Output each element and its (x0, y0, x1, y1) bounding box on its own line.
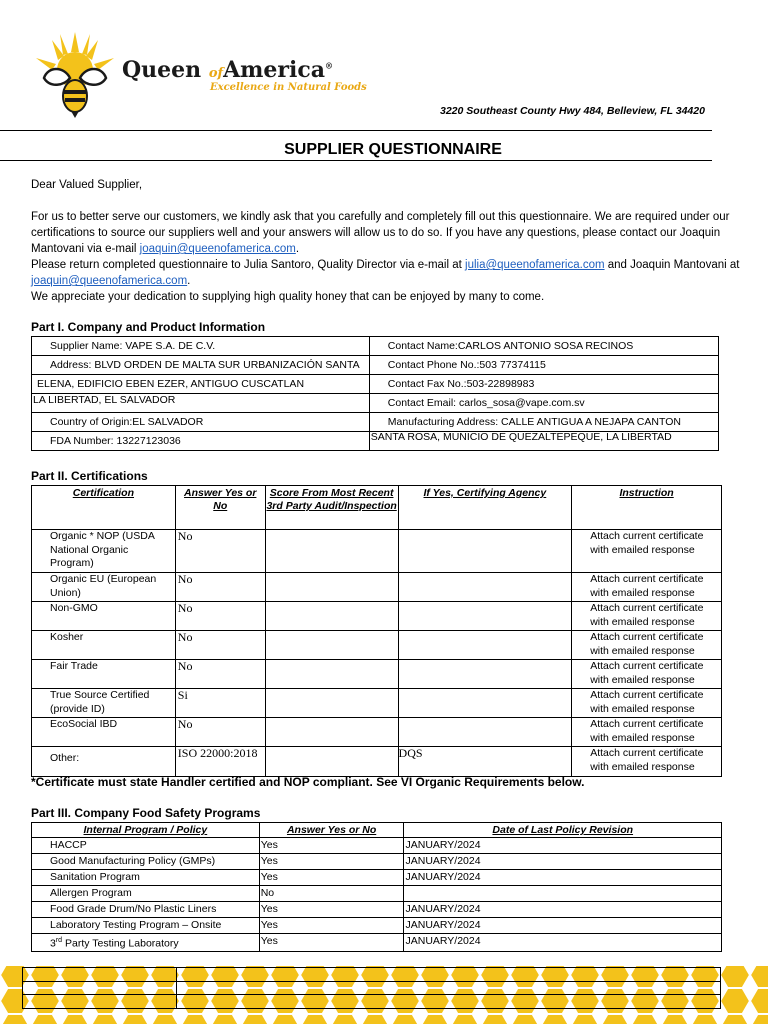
contact-fax: Contact Fax No.:503-22898983 (369, 375, 718, 394)
supplier-name: Supplier Name: VAPE S.A. DE C.V. (32, 337, 370, 356)
manufacturing-address-2: SANTA ROSA, MUNICIO DE QUEZALTEPEQUE, LA LIBERTAD (369, 432, 718, 451)
table-row: 3rd Party Testing Laboratory Yes JANUARY/2024 (32, 934, 722, 952)
title-rule (0, 160, 712, 161)
contact-name: Contact Name:CARLOS ANTONIO SOSA RECINOS (369, 337, 718, 356)
table-header-row (32, 823, 722, 838)
table-row: Non-GMO No Attach current certificate with emailed response (32, 602, 722, 631)
brand-of: of (208, 66, 224, 81)
letter-body: For us to better serve our customers, we kindly ask that you carefully and completely fill out this questionnaire. We are required under our certifications to source our suppliers well and your answers will allow us to do so. If you have any questions, please contact our Joaquin Mantovani via e-mail joaquin@queenofamerica.com. Please return completed questionnaire to Julia Santoro, Quality Director via e-mail at julia@queenofamerica.com and Joaquin Mantovani at joaquin@queenofamerica.com. We appreciate your dedication to supplying high quality honey that can be enjoyed by many to come. (31, 211, 740, 303)
email-link-julia[interactable]: julia@queenofamerica.com (465, 259, 605, 271)
col-agency: If Yes, Certifying Agency (398, 486, 572, 530)
table-row: Organic EU (European Union) No Attach current certificate with emailed response (32, 573, 722, 602)
certification-footnote: *Certificate must state Handler certified and NOP compliant. See VI Organic Requirements below. (31, 775, 585, 789)
part3-title: Part III. Company Food Safety Programs (31, 806, 261, 820)
page-title: SUPPLIER QUESTIONNAIRE (284, 141, 502, 158)
col-instruction: Instruction (572, 486, 722, 530)
address-line-2: ELENA, EDIFICIO EBEN EZER, ANTIGUO CUSCATLAN (32, 375, 370, 394)
col-answer: Answer Yes or No (175, 486, 265, 530)
table-row: True Source Certified (provide ID) Si Attach current certificate with emailed response (32, 689, 722, 718)
part3-table (31, 822, 722, 952)
table-row (32, 413, 719, 432)
manufacturing-address-1: Manufacturing Address: CALLE ANTIGUA A NEJAPA CANTON (369, 413, 718, 432)
table-row: HACCP Yes JANUARY/2024 (32, 838, 722, 854)
table-row: Kosher No Attach current certificate with emailed response (32, 631, 722, 660)
company-address: 3220 Southeast County Hwy 484, Belleview, FL 34420 (440, 105, 705, 117)
company-logo (30, 30, 367, 120)
part2-table (31, 485, 722, 777)
col-certification: Certification (32, 486, 176, 530)
bee-sun-icon (30, 30, 120, 120)
table-row: Fair Trade No Attach current certificate with emailed response (32, 660, 722, 689)
part1-title: Part I. Company and Product Information (31, 320, 266, 334)
contact-phone: Contact Phone No.:503 77374115 (369, 356, 718, 375)
header-rule (0, 130, 712, 131)
table-row: Organic * NOP (USDA National Organic Program) No Attach current certificate with emailed response (32, 530, 722, 573)
table-row: Laboratory Testing Program – Onsite Yes JANUARY/2024 (32, 918, 722, 934)
table-row (32, 337, 719, 356)
col-revision-date: Date of Last Policy Revision (404, 823, 722, 838)
table-row: Food Grade Drum/No Plastic Liners Yes JANUARY/2024 (32, 902, 722, 918)
part1-table (31, 336, 719, 451)
footer-table-lines (22, 967, 721, 1009)
brand-name: Queen ofAmerica® (122, 57, 334, 83)
table-row (32, 356, 719, 375)
col-program: Internal Program / Policy (32, 823, 260, 838)
col-answer: Answer Yes or No (259, 823, 404, 838)
table-row: Allergen Program No (32, 886, 722, 902)
email-link-joaquin[interactable]: joaquin@queenofamerica.com (139, 243, 296, 255)
contact-email: Contact Email: carlos_sosa@vape.com.sv (369, 394, 718, 413)
table-row (32, 432, 719, 451)
address-line-3: LA LIBERTAD, EL SALVADOR (32, 394, 370, 413)
brand-tagline: Excellence in Natural Foods (210, 82, 367, 93)
letter-greeting: Dear Valued Supplier, (31, 179, 143, 191)
email-link-joaquin-2[interactable]: joaquin@queenofamerica.com (31, 275, 188, 287)
table-row: Good Manufacturing Policy (GMPs) Yes JANUARY/2024 (32, 854, 722, 870)
table-header-row (32, 486, 722, 530)
address-line-1: Address: BLVD ORDEN DE MALTA SUR URBANIZACIÓN SANTA (32, 356, 370, 375)
part2-title: Part II. Certifications (31, 469, 148, 483)
table-row: Sanitation Program Yes JANUARY/2024 (32, 870, 722, 886)
fda-number: FDA Number: 13227123036 (32, 432, 370, 451)
table-row (32, 375, 719, 394)
country-of-origin: Country of Origin:EL SALVADOR (32, 413, 370, 432)
table-row: EcoSocial IBD No Attach current certificate with emailed response (32, 718, 722, 747)
table-row (32, 394, 719, 413)
table-row: Other: ISO 22000:2018 DQS Attach current certificate with emailed response (32, 747, 722, 777)
col-score: Score From Most Recent 3rd Party Audit/Inspection (265, 486, 398, 530)
